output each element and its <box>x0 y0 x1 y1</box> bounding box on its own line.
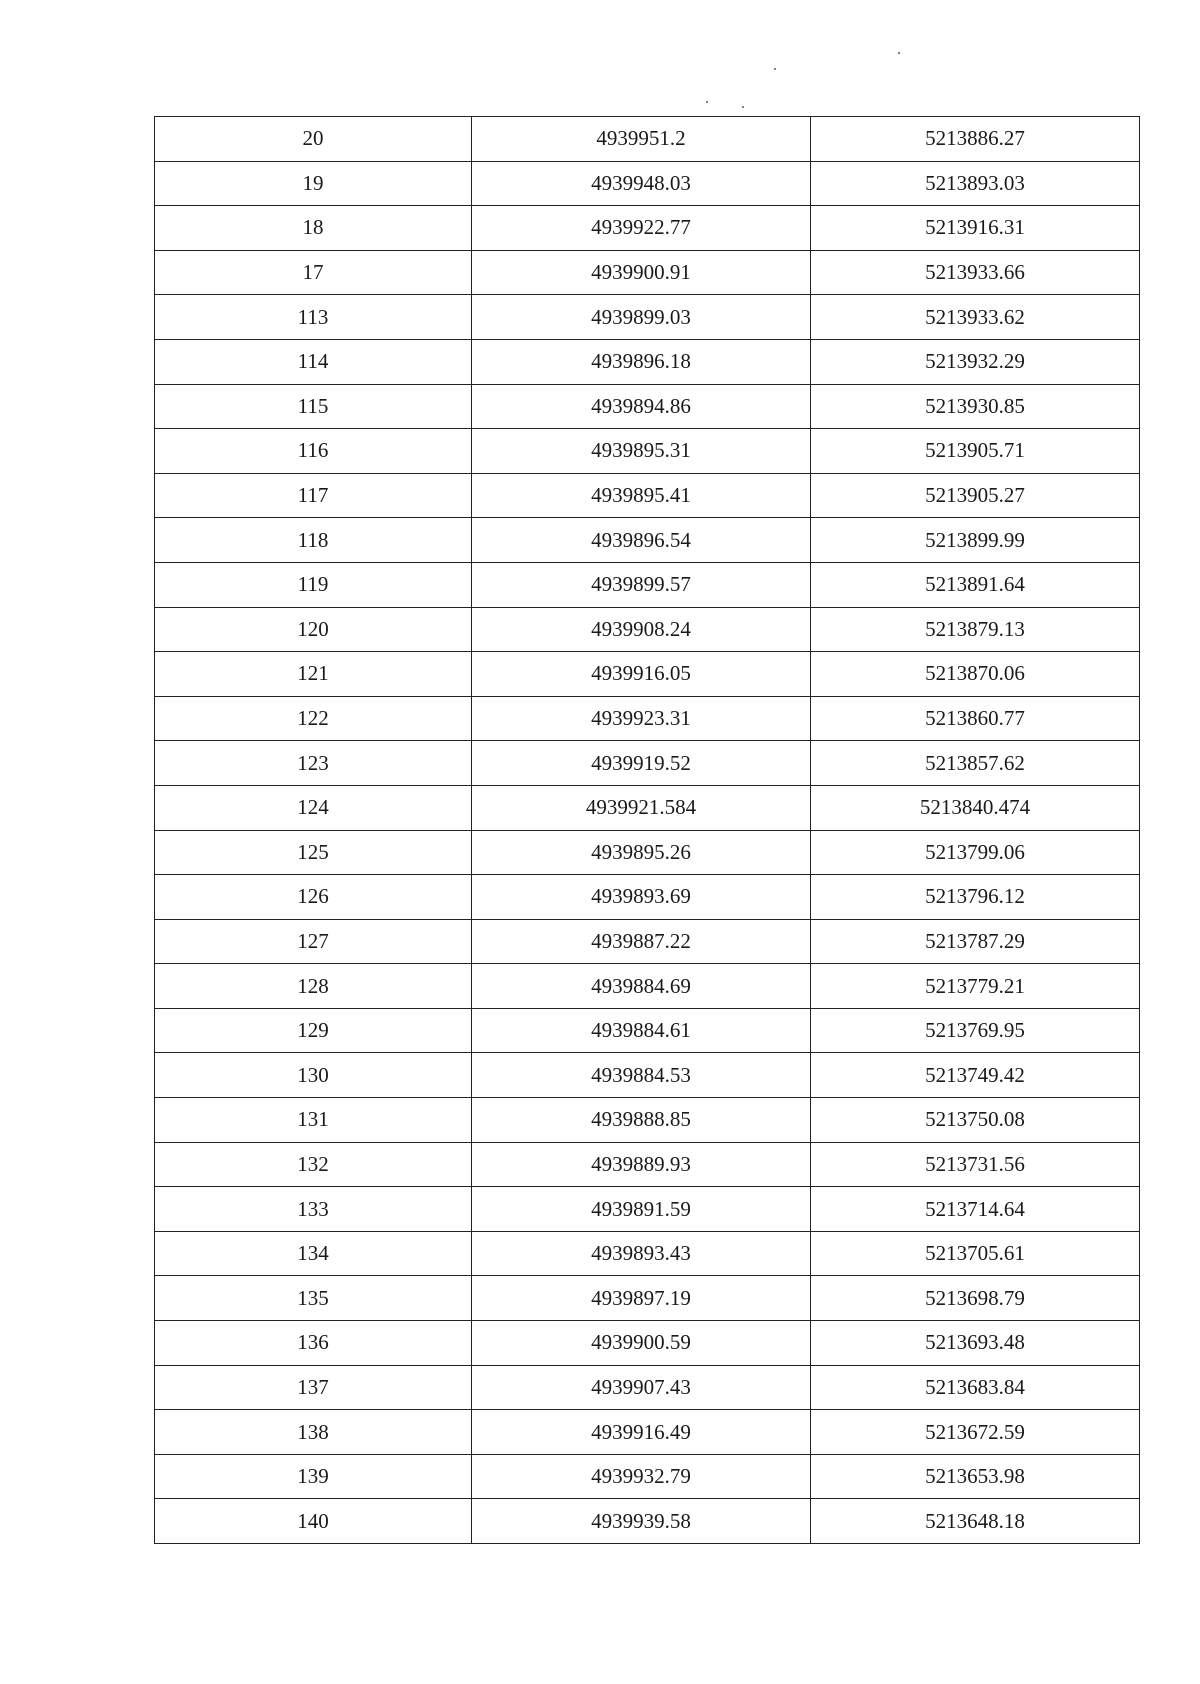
table-row <box>155 429 1140 474</box>
point-number-cell: 114 <box>155 339 472 384</box>
y-coordinate-cell: 5213705.61 <box>811 1231 1140 1276</box>
x-coordinate-cell: 4939887.22 <box>472 919 811 964</box>
table-row <box>155 875 1140 920</box>
x-coordinate-cell: 4939896.54 <box>472 518 811 563</box>
table-row <box>155 741 1140 786</box>
table-row <box>155 117 1140 162</box>
y-coordinate-cell: 5213916.31 <box>811 206 1140 251</box>
coordinates-table <box>154 116 1140 1544</box>
table-row <box>155 473 1140 518</box>
table-row <box>155 785 1140 830</box>
point-number-cell: 140 <box>155 1499 472 1544</box>
x-coordinate-cell: 4939916.49 <box>472 1410 811 1455</box>
table-row <box>155 1276 1140 1321</box>
y-coordinate-cell: 5213886.27 <box>811 117 1140 162</box>
point-number-cell: 127 <box>155 919 472 964</box>
table-row <box>155 250 1140 295</box>
x-coordinate-cell: 4939893.43 <box>472 1231 811 1276</box>
y-coordinate-cell: 5213933.66 <box>811 250 1140 295</box>
table-row <box>155 607 1140 652</box>
x-coordinate-cell: 4939951.2 <box>472 117 811 162</box>
y-coordinate-cell: 5213891.64 <box>811 562 1140 607</box>
point-number-cell: 119 <box>155 562 472 607</box>
x-coordinate-cell: 4939884.61 <box>472 1008 811 1053</box>
scan-speck <box>742 106 744 108</box>
y-coordinate-cell: 5213787.29 <box>811 919 1140 964</box>
point-number-cell: 126 <box>155 875 472 920</box>
y-coordinate-cell: 5213714.64 <box>811 1187 1140 1232</box>
x-coordinate-cell: 4939932.79 <box>472 1454 811 1499</box>
table-row <box>155 1187 1140 1232</box>
x-coordinate-cell: 4939919.52 <box>472 741 811 786</box>
x-coordinate-cell: 4939900.59 <box>472 1321 811 1366</box>
point-number-cell: 129 <box>155 1008 472 1053</box>
point-number-cell: 138 <box>155 1410 472 1455</box>
y-coordinate-cell: 5213648.18 <box>811 1499 1140 1544</box>
point-number-cell: 136 <box>155 1321 472 1366</box>
table-row <box>155 562 1140 607</box>
point-number-cell: 131 <box>155 1098 472 1143</box>
x-coordinate-cell: 4939895.26 <box>472 830 811 875</box>
point-number-cell: 118 <box>155 518 472 563</box>
y-coordinate-cell: 5213683.84 <box>811 1365 1140 1410</box>
table-row <box>155 1098 1140 1143</box>
table-row <box>155 830 1140 875</box>
x-coordinate-cell: 4939907.43 <box>472 1365 811 1410</box>
table-row <box>155 1053 1140 1098</box>
x-coordinate-cell: 4939895.31 <box>472 429 811 474</box>
y-coordinate-cell: 5213840.474 <box>811 785 1140 830</box>
table-row <box>155 652 1140 697</box>
x-coordinate-cell: 4939899.57 <box>472 562 811 607</box>
y-coordinate-cell: 5213933.62 <box>811 295 1140 340</box>
table-row <box>155 1410 1140 1455</box>
point-number-cell: 123 <box>155 741 472 786</box>
y-coordinate-cell: 5213879.13 <box>811 607 1140 652</box>
y-coordinate-cell: 5213672.59 <box>811 1410 1140 1455</box>
x-coordinate-cell: 4939896.18 <box>472 339 811 384</box>
point-number-cell: 134 <box>155 1231 472 1276</box>
coordinates-table-body <box>155 117 1140 1544</box>
x-coordinate-cell: 4939916.05 <box>472 652 811 697</box>
table-row <box>155 919 1140 964</box>
table-row <box>155 1499 1140 1544</box>
x-coordinate-cell: 4939923.31 <box>472 696 811 741</box>
point-number-cell: 20 <box>155 117 472 162</box>
y-coordinate-cell: 5213750.08 <box>811 1098 1140 1143</box>
y-coordinate-cell: 5213899.99 <box>811 518 1140 563</box>
point-number-cell: 115 <box>155 384 472 429</box>
x-coordinate-cell: 4939893.69 <box>472 875 811 920</box>
y-coordinate-cell: 5213779.21 <box>811 964 1140 1009</box>
point-number-cell: 121 <box>155 652 472 697</box>
y-coordinate-cell: 5213905.71 <box>811 429 1140 474</box>
x-coordinate-cell: 4939884.53 <box>472 1053 811 1098</box>
point-number-cell: 124 <box>155 785 472 830</box>
table-row <box>155 518 1140 563</box>
x-coordinate-cell: 4939900.91 <box>472 250 811 295</box>
x-coordinate-cell: 4939908.24 <box>472 607 811 652</box>
y-coordinate-cell: 5213653.98 <box>811 1454 1140 1499</box>
x-coordinate-cell: 4939939.58 <box>472 1499 811 1544</box>
x-coordinate-cell: 4939888.85 <box>472 1098 811 1143</box>
table-row <box>155 295 1140 340</box>
x-coordinate-cell: 4939895.41 <box>472 473 811 518</box>
y-coordinate-cell: 5213749.42 <box>811 1053 1140 1098</box>
x-coordinate-cell: 4939889.93 <box>472 1142 811 1187</box>
y-coordinate-cell: 5213857.62 <box>811 741 1140 786</box>
scan-speck <box>706 101 708 103</box>
x-coordinate-cell: 4939899.03 <box>472 295 811 340</box>
table-row <box>155 339 1140 384</box>
y-coordinate-cell: 5213930.85 <box>811 384 1140 429</box>
point-number-cell: 137 <box>155 1365 472 1410</box>
scan-speck <box>774 68 776 70</box>
point-number-cell: 18 <box>155 206 472 251</box>
table-row <box>155 1454 1140 1499</box>
table-row <box>155 1142 1140 1187</box>
table-row <box>155 1008 1140 1053</box>
point-number-cell: 116 <box>155 429 472 474</box>
table-row <box>155 1365 1140 1410</box>
point-number-cell: 113 <box>155 295 472 340</box>
y-coordinate-cell: 5213932.29 <box>811 339 1140 384</box>
y-coordinate-cell: 5213870.06 <box>811 652 1140 697</box>
scan-speck <box>898 52 900 54</box>
point-number-cell: 130 <box>155 1053 472 1098</box>
y-coordinate-cell: 5213731.56 <box>811 1142 1140 1187</box>
table-row <box>155 1321 1140 1366</box>
point-number-cell: 133 <box>155 1187 472 1232</box>
x-coordinate-cell: 4939948.03 <box>472 161 811 206</box>
point-number-cell: 122 <box>155 696 472 741</box>
y-coordinate-cell: 5213796.12 <box>811 875 1140 920</box>
table-row <box>155 206 1140 251</box>
y-coordinate-cell: 5213698.79 <box>811 1276 1140 1321</box>
table-row <box>155 696 1140 741</box>
x-coordinate-cell: 4939891.59 <box>472 1187 811 1232</box>
table-row <box>155 1231 1140 1276</box>
y-coordinate-cell: 5213769.95 <box>811 1008 1140 1053</box>
table-row <box>155 161 1140 206</box>
x-coordinate-cell: 4939922.77 <box>472 206 811 251</box>
point-number-cell: 135 <box>155 1276 472 1321</box>
y-coordinate-cell: 5213799.06 <box>811 830 1140 875</box>
x-coordinate-cell: 4939921.584 <box>472 785 811 830</box>
point-number-cell: 132 <box>155 1142 472 1187</box>
table-row <box>155 964 1140 1009</box>
table-row <box>155 384 1140 429</box>
point-number-cell: 128 <box>155 964 472 1009</box>
y-coordinate-cell: 5213905.27 <box>811 473 1140 518</box>
point-number-cell: 139 <box>155 1454 472 1499</box>
point-number-cell: 120 <box>155 607 472 652</box>
point-number-cell: 19 <box>155 161 472 206</box>
y-coordinate-cell: 5213693.48 <box>811 1321 1140 1366</box>
x-coordinate-cell: 4939894.86 <box>472 384 811 429</box>
y-coordinate-cell: 5213893.03 <box>811 161 1140 206</box>
point-number-cell: 117 <box>155 473 472 518</box>
point-number-cell: 17 <box>155 250 472 295</box>
x-coordinate-cell: 4939884.69 <box>472 964 811 1009</box>
y-coordinate-cell: 5213860.77 <box>811 696 1140 741</box>
x-coordinate-cell: 4939897.19 <box>472 1276 811 1321</box>
point-number-cell: 125 <box>155 830 472 875</box>
